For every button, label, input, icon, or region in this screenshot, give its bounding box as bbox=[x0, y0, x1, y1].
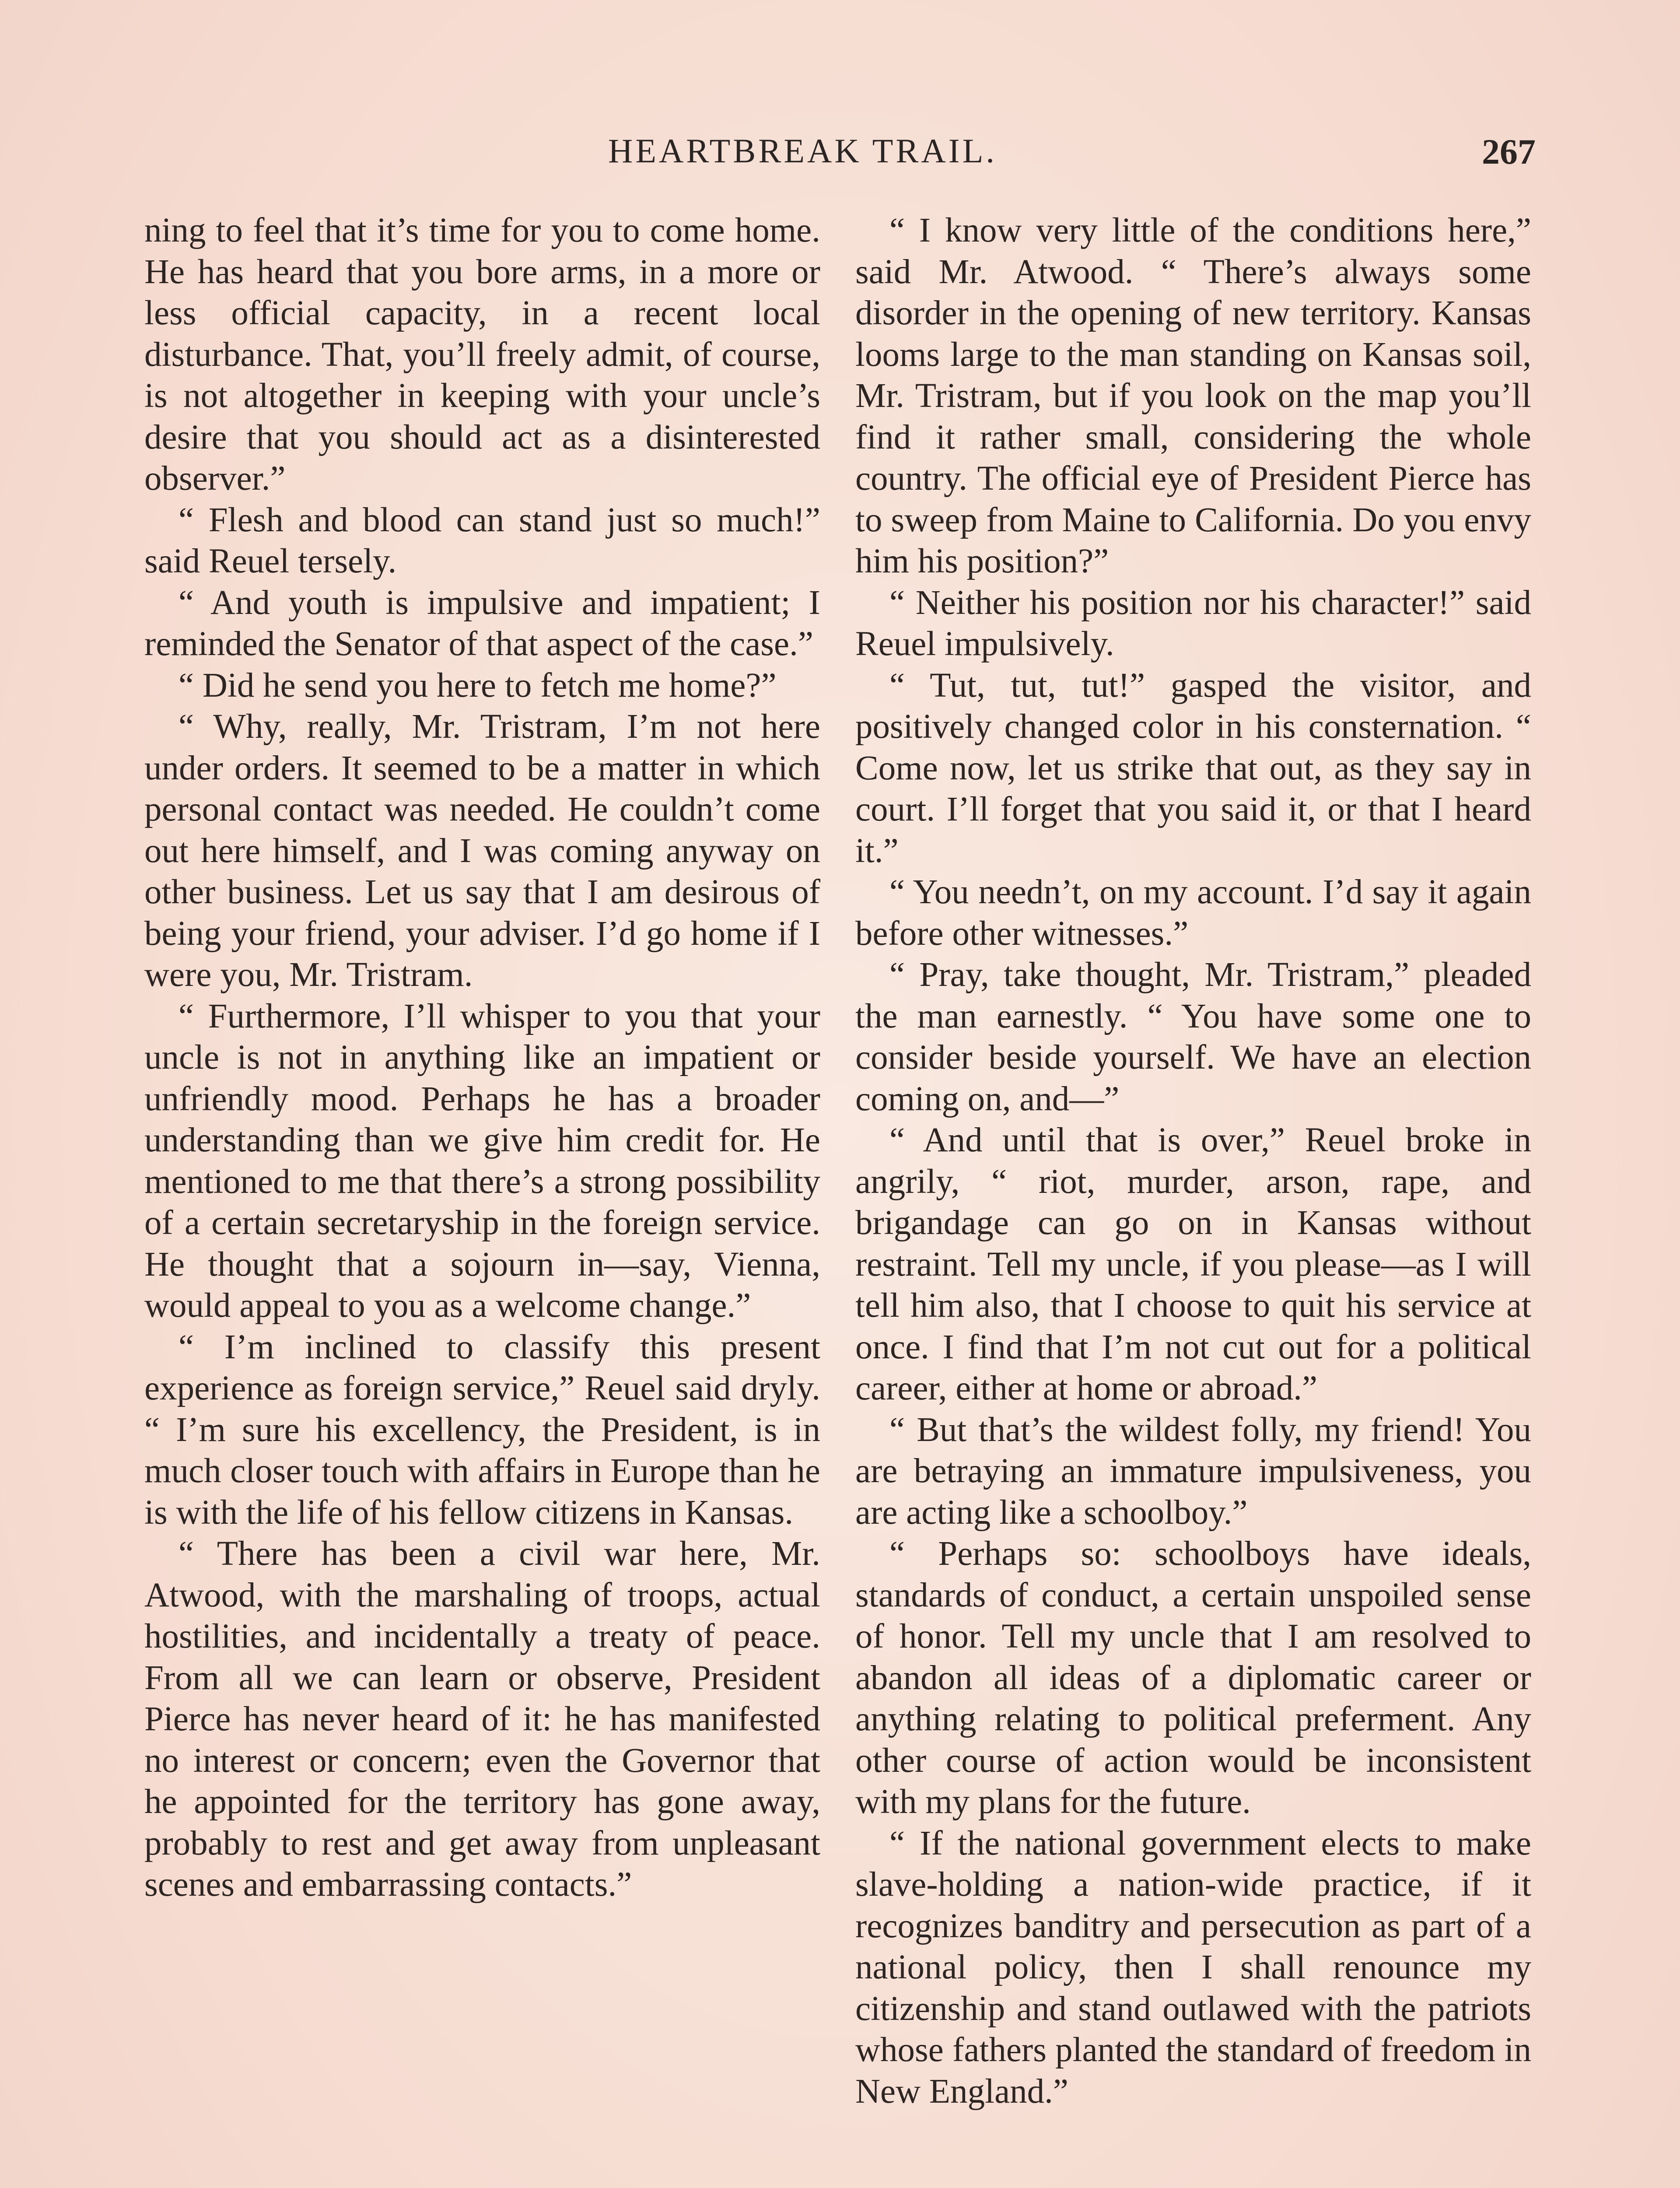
paragraph: “ Perhaps so: schoolboys have ideals, standards of conduct, a certain unspoiled sense of honor. Tell my uncle that I am resolved to abandon all ideas of a diplomatic career or anything relating to political preferment. Any other course of action would be inconsistent with my plans for the future. bbox=[855, 1535, 1531, 1821]
paragraph: “ Tut, tut, tut!” gasped the visitor, and positively changed color in his consternation. “ Come now, let us strike that out, as they say in court. I’ll forget that you said it, or that I heard it.” bbox=[855, 666, 1531, 870]
paragraph: “ Why, really, Mr. Tristram, I’m not here under orders. It seemed to be a matter in which personal contact was needed. He couldn’t come out here himself, and I was coming anyway on other business. Let us say that I am desirous of being your friend, your adviser. I’d go home if I were you, Mr. Tristram. bbox=[144, 708, 820, 994]
paragraph: “ Furthermore, I’ll whisper to you that your uncle is not in anything like an impatient or unfriendly mood. Perhaps he has a broader understanding than we give him credit for. He mentioned to me that there’s a strong possibility of a certain secretaryship in the foreign service. He thought that a sojourn in—say, Vienna, would appeal to you as a welcome change.” bbox=[144, 997, 820, 1325]
paragraph: ning to feel that it’s time for you to come home. He has heard that you bore arms, in a more or less official capacity, in a recent local disturbance. That, you’ll freely admit, of course, is not altogether in keeping with your uncle’s desire that you should act as a disinterested observer.” bbox=[144, 211, 820, 498]
left-column bbox=[144, 210, 820, 1906]
paragraph: “ I know very little of the conditions here,” said Mr. Atwood. “ There’s always some disorder in the opening of new territory. Kansas looms large to the man standing on Kansas soil, Mr. Tristram, but if you look on the map you’ll find it rather small, considering the whole country. The official eye of President Pierce has to sweep from Maine to California. Do you envy him his position?” bbox=[855, 211, 1531, 580]
paragraph: “ And youth is impulsive and impatient; I reminded the Senator of that aspect of the case.” bbox=[144, 583, 820, 663]
page-header bbox=[149, 131, 1536, 184]
paragraph: “ There has been a civil war here, Mr. Atwood, with the marshaling of troops, actual hostilities, and incidentally a treaty of peace. From all we can learn or observe, President Pierce has never heard of it: he has manifested no interest or concern; even the Governor that he appointed for the territory has gone away, probably to rest and get away from unpleasant scenes and embarrassing contacts.” bbox=[144, 1535, 820, 1904]
paragraph: “ And until that is over,” Reuel broke in angrily, “ riot, murder, arson, rape, and brigandage can go on in Kansas without restraint. Tell my uncle, if you please—as I will tell him also, that I choose to quit his service at once. I find that I’m not cut out for a political career, either at home or abroad.” bbox=[855, 1121, 1531, 1407]
paragraph: “ Pray, take thought, Mr. Tristram,” pleaded the man earnestly. “ You have some one to consider beside yourself. We have an election coming on, and—” bbox=[855, 956, 1531, 1118]
paragraph: “ Did he send you here to fetch me home?” bbox=[178, 666, 777, 705]
paragraph: “ Neither his position nor his character!” said Reuel impulsively. bbox=[855, 583, 1531, 663]
paragraph: “ Flesh and blood can stand just so much!” said Reuel tersely. bbox=[144, 501, 820, 580]
paragraph: “ If the national government elects to make slave-holding a nation-wide practice, if it recognizes banditry and persecution as part of a national policy, then I shall renounce my citizenship and stand outlawed with the patriots whose fathers planted the standard of freedom in New England.” bbox=[855, 1824, 1531, 2111]
paragraph: “ I’m inclined to classify this present experience as foreign service,” Reuel said dryly. “ I’m sure his excellency, the President, is in much closer touch with affairs in Europe than he is with the life of his fellow citizens in Kansas. bbox=[144, 1328, 820, 1532]
paragraph: “ But that’s the wildest folly, my friend! You are betraying an immature impulsiveness, you are acting like a schoolboy.” bbox=[855, 1410, 1531, 1532]
running-title: HEARTBREAK TRAIL. bbox=[608, 132, 997, 170]
paragraph: “ You needn’t, on my account. I’d say it again before other witnesses.” bbox=[855, 873, 1531, 953]
page-number: 267 bbox=[1482, 132, 1536, 172]
right-column bbox=[855, 210, 1531, 2112]
